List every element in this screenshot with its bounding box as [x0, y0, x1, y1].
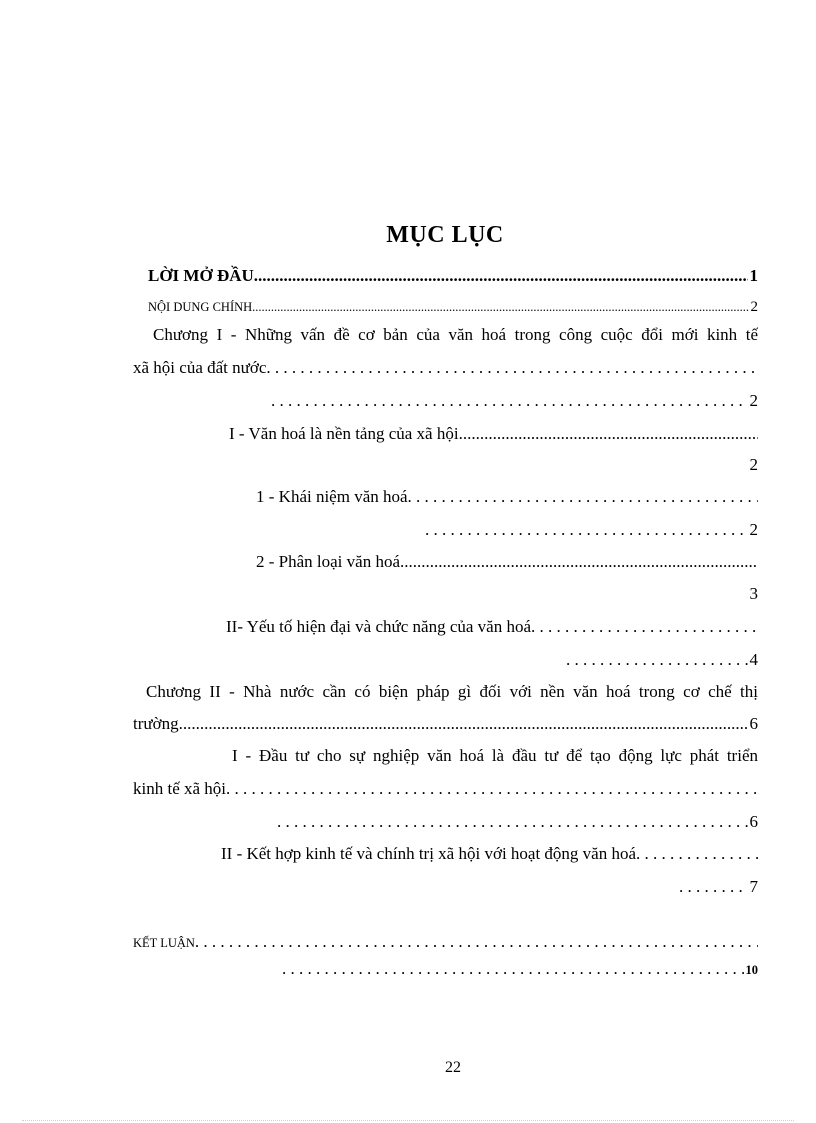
toc-entry-c2-s2-page: [679, 876, 758, 898]
toc-entry-chapter1-line1: [153, 324, 758, 346]
toc-entry-label: kinh tế xã hội: [133, 779, 227, 798]
toc-entry-intro: [148, 265, 758, 287]
toc-entry-label: 1 - Khái niệm văn hoá: [256, 487, 408, 506]
toc-entry-c2-s1-line2: [133, 778, 758, 800]
toc-entry-label: I - Đầu tư cho sự nghiệp văn hoá là đầu tư để tạo động lực phát triển: [232, 746, 758, 765]
toc-leader-dots: [400, 551, 758, 573]
toc-leader-dots: [252, 296, 748, 318]
toc-entry-label: NỘI DUNG CHÍNH: [148, 300, 253, 314]
toc-entry-c1-s1-1-page: [425, 519, 758, 541]
toc-leader-dots: [254, 265, 748, 287]
toc-entry-label: II- Yếu tố hiện đại và chức năng của văn hoá: [226, 617, 532, 636]
toc-entry-conclusion: [133, 931, 758, 954]
toc-leader-dots: [679, 876, 748, 898]
toc-entry-label: xã hội của đất nước: [133, 358, 267, 377]
toc-entry-c1-s2: [226, 616, 758, 638]
toc-entry-label: KẾT LUẬN: [133, 936, 195, 950]
toc-entry-page: 1: [749, 266, 758, 285]
page-title: MỤC LỤC: [386, 222, 504, 248]
toc-leader-dots: [408, 486, 758, 508]
toc-leader-dots: [459, 423, 758, 445]
toc-entry-label: I - Văn hoá là nền tảng của xã hội: [229, 424, 459, 443]
toc-entry-label: trường: [133, 714, 179, 733]
page-number: 22: [445, 1059, 461, 1076]
toc-entry-page: 2: [750, 299, 758, 315]
toc-leader-dots: [277, 811, 748, 833]
toc-entry-c1-s1-page: [748, 454, 759, 476]
toc-leader-dots: [566, 649, 748, 671]
toc-entry-chapter1-line2: [133, 357, 758, 379]
toc-entry-page: 2: [749, 520, 758, 539]
toc-leader-dots: [531, 616, 758, 638]
toc-entry-page: 6: [749, 812, 758, 831]
toc-entry-main-content: [148, 296, 758, 318]
toc-entry-c1-s1-2-page: [748, 583, 759, 605]
toc-entry-page: 3: [749, 584, 758, 603]
toc-entry-c1-s1: [229, 423, 758, 445]
toc-entry-page: 6: [749, 714, 758, 733]
toc-entry-page: 10: [745, 963, 758, 977]
toc-entry-page: 2: [749, 455, 758, 474]
toc-entry-c1-s2-page: [566, 649, 758, 671]
toc-entry-chapter1-page: [271, 390, 758, 412]
toc-entry-page: 4: [749, 650, 758, 669]
toc-entry-chapter2-line2: [133, 713, 758, 735]
toc-entry-c2-s1-line1: [232, 745, 758, 767]
toc-leader-dots: [195, 931, 758, 953]
toc-leader-dots: [636, 843, 758, 865]
toc-entry-chapter2-line1: [146, 681, 758, 703]
toc-entry-label: II - Kết hợp kinh tế và chính trị xã hội với hoạt động văn hoá: [221, 844, 637, 863]
toc-entry-c2-s2: [221, 843, 758, 865]
toc-leader-dots: [282, 958, 744, 980]
toc-entry-conclusion-page: [282, 958, 758, 981]
toc-entry-label: Chương I - Những vấn đề cơ bản của văn hoá trong công cuộc đổi mới kinh tế: [153, 325, 758, 344]
toc-entry-label: Chương II - Nhà nước cần có biện pháp gì đối với nền văn hoá trong cơ chế thị: [146, 682, 758, 701]
toc-entry-label: LỜI MỞ ĐẦU: [148, 266, 254, 285]
toc-leader-dots: [226, 778, 758, 800]
toc-entry-label: 2 - Phân loại văn hoá: [256, 552, 400, 571]
toc-leader-dots: [266, 357, 758, 379]
toc-leader-dots: [271, 390, 748, 412]
toc-entry-page: 7: [749, 877, 758, 896]
toc-entry-page: 2: [749, 391, 758, 410]
toc-leader-dots: [179, 713, 748, 735]
toc-entry-c1-s1-1: [256, 486, 758, 508]
toc-entry-c2-s1-page: [277, 811, 758, 833]
toc-entry-c1-s1-2: [256, 551, 758, 573]
page-bottom-divider: [22, 1120, 794, 1121]
toc-leader-dots: [425, 519, 748, 541]
